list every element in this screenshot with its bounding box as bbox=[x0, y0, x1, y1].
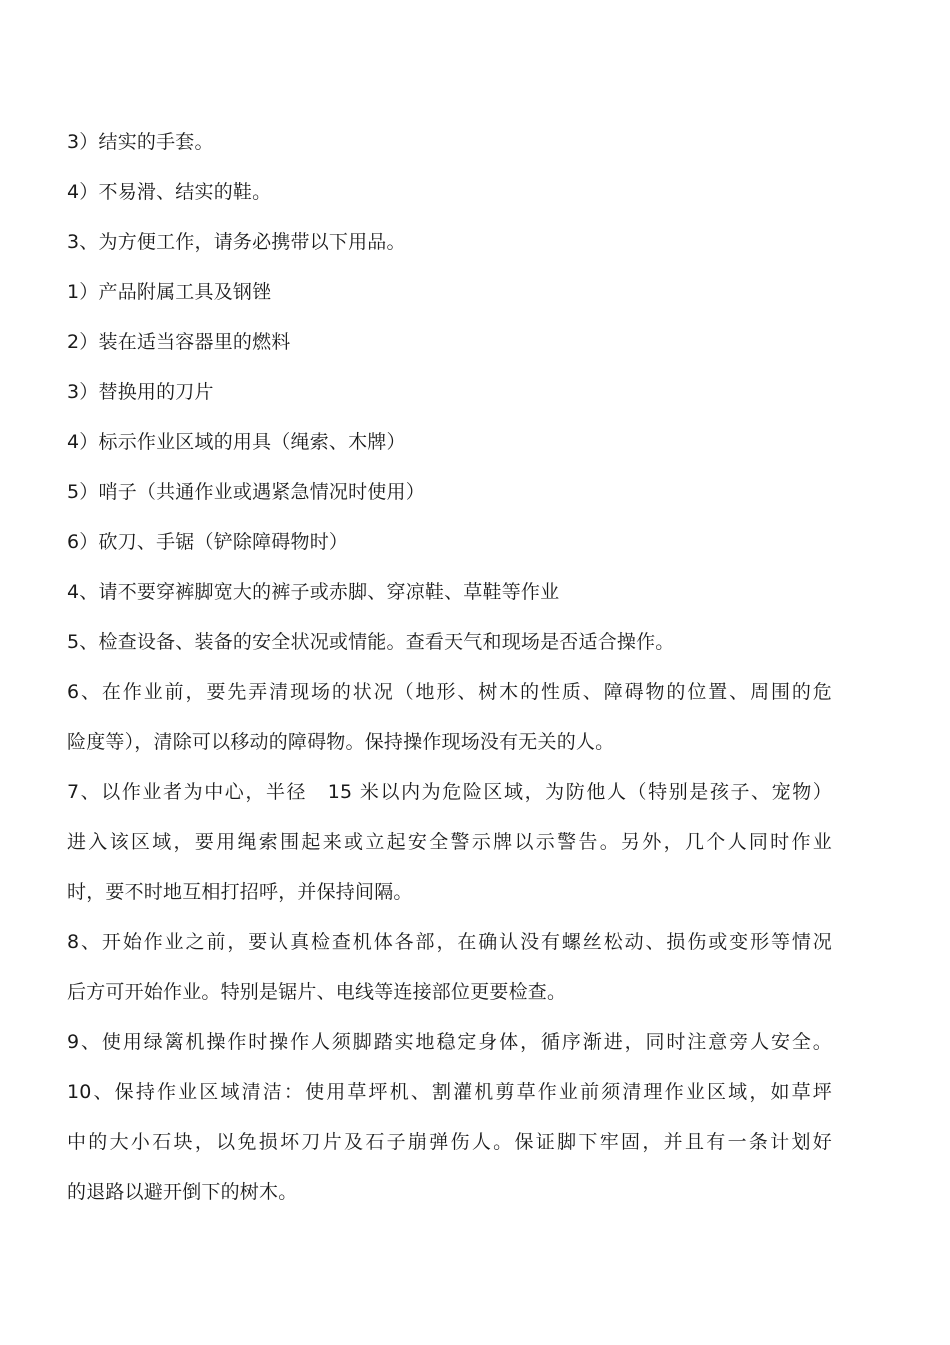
text-line: 9、使用绿篱机操作时操作人须脚踏实地稳定身体，循序渐进，同时注意旁人安全。 bbox=[67, 1031, 832, 1053]
text-line: 3）结实的手套。 bbox=[67, 131, 214, 153]
text-line: 中的大小石块，以免损坏刀片及石子崩弹伤人。保证脚下牢固，并且有一条计划好 bbox=[67, 1131, 832, 1153]
text-line: 4、请不要穿裤脚宽大的裤子或赤脚、穿凉鞋、草鞋等作业 bbox=[67, 581, 560, 603]
text-line: 进入该区域，要用绳索围起来或立起安全警示牌以示警告。另外，几个人同时作业 bbox=[67, 831, 832, 853]
text-line: 险度等），清除可以移动的障碍物。保持操作现场没有无关的人。 bbox=[67, 731, 615, 753]
text-line: 6）砍刀、手锯（铲除障碍物时） bbox=[67, 531, 349, 553]
text-line: 7、以作业者为中心，半径 15 米以内为危险区域，为防他人（特别是孩子、宠物） bbox=[67, 781, 832, 803]
text-line: 4）标示作业区域的用具（绳索、木牌） bbox=[67, 431, 406, 453]
text-line: 1）产品附属工具及钢锉 bbox=[67, 281, 272, 303]
text-line: 2）装在适当容器里的燃料 bbox=[67, 331, 291, 353]
text-line: 3）替换用的刀片 bbox=[67, 381, 214, 403]
text-line: 5、检查设备、装备的安全状况或情能。查看天气和现场是否适合操作。 bbox=[67, 631, 675, 653]
text-line: 4）不易滑、结实的鞋。 bbox=[67, 181, 272, 203]
text-line: 8、开始作业之前，要认真检查机体各部，在确认没有螺丝松动、损伤或变形等情况 bbox=[67, 931, 832, 953]
text-line: 6、在作业前，要先弄清现场的状况（地形、树木的性质、障碍物的位置、周围的危 bbox=[67, 681, 832, 703]
text-line: 时，要不时地互相打招呼，并保持间隔。 bbox=[67, 881, 413, 903]
text-line: 后方可开始作业。特别是锯片、电线等连接部位更要检查。 bbox=[67, 981, 567, 1003]
text-line: 10、保持作业区域清洁：使用草坪机、割灌机剪草作业前须清理作业区域，如草坪 bbox=[67, 1081, 832, 1103]
text-line: 5）哨子（共通作业或遇紧急情况时使用） bbox=[67, 481, 425, 503]
document-body bbox=[67, 124, 837, 1224]
text-line: 的退路以避开倒下的树木。 bbox=[67, 1181, 298, 1203]
text-line: 3、为方便工作，请务必携带以下用品。 bbox=[67, 231, 406, 253]
